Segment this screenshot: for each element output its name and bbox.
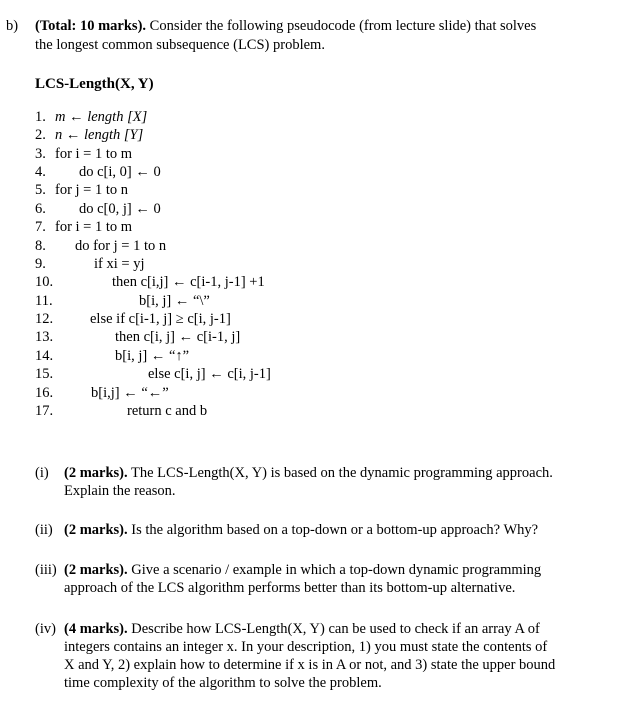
question-line	[64, 561, 541, 579]
code-line	[35, 365, 271, 383]
line-number: 12.	[35, 311, 54, 327]
question-line	[64, 521, 538, 539]
question-text: The LCS-Length(X, Y) is based on the dynamic programming approach.	[131, 465, 553, 481]
line-number: 10.	[35, 274, 54, 290]
line-number: 9.	[35, 256, 46, 272]
intro-line-2: the longest common subsequence (LCS) problem.	[35, 37, 325, 53]
question-marks: (4 marks).	[64, 621, 128, 637]
code-text: b[i,j] ← “←”	[91, 385, 169, 401]
question-line: Explain the reason.	[64, 483, 176, 499]
line-number: 17.	[35, 403, 54, 419]
total-marks: (Total: 10 marks).	[35, 18, 147, 34]
code-text: else if c[i-1, j] ≥ c[i, j-1]	[90, 311, 231, 327]
code-line	[35, 145, 132, 163]
code-line	[35, 292, 210, 310]
code-line	[35, 218, 132, 236]
code-line	[35, 163, 161, 181]
code-text: else c[i, j] ← c[i, j-1]	[148, 366, 271, 382]
intro-line-1	[35, 18, 536, 35]
question-text: Describe how LCS-Length(X, Y) can be used to check if an array A of	[131, 621, 540, 637]
line-number: 2.	[35, 127, 46, 143]
question-text: Give a scenario / example in which a top-down dynamic programming	[131, 562, 542, 578]
question-label: (i)	[35, 465, 49, 481]
question-marks: (2 marks).	[64, 465, 128, 481]
code-line	[35, 384, 169, 402]
code-line	[35, 255, 144, 273]
intro-text: Consider the following pseudocode (from lecture slide) that solves	[146, 18, 537, 34]
code-text: then c[i, j] ← c[i-1, j]	[115, 329, 241, 345]
line-number: 13.	[35, 329, 54, 345]
code-line	[35, 126, 143, 144]
code-line	[35, 273, 265, 291]
line-number: 4.	[35, 164, 46, 180]
line-number: 8.	[35, 238, 46, 254]
code-text: do c[0, j] ← 0	[79, 201, 161, 217]
line-number: 3.	[35, 146, 46, 162]
code-text: for i = 1 to m	[55, 219, 133, 235]
code-text: then c[i,j] ← c[i-1, j-1] +1	[112, 274, 265, 290]
line-number: 15.	[35, 366, 54, 382]
code-text: if xi = yj	[94, 256, 145, 272]
question-label: (iii)	[35, 562, 57, 578]
code-text: for i = 1 to m	[55, 146, 133, 162]
line-number: 14.	[35, 348, 54, 364]
question-line: time complexity of the algorithm to solve the problem.	[64, 675, 382, 691]
question-line: integers contains an integer x. In your description, 1) you must state the contents of	[64, 639, 548, 655]
question-label: (iv)	[35, 621, 56, 637]
line-number: 6.	[35, 201, 46, 217]
line-number: 16.	[35, 385, 54, 401]
code-text: m ← length [X]	[55, 109, 148, 125]
code-text: return c and b	[127, 403, 208, 419]
code-line	[35, 347, 189, 365]
code-text: for j = 1 to n	[55, 182, 129, 198]
question-label: (ii)	[35, 522, 53, 538]
code-line	[35, 200, 161, 218]
part-label: b)	[6, 18, 19, 34]
question-marks: (2 marks).	[64, 562, 128, 578]
code-line	[35, 402, 207, 420]
question-line: approach of the LCS algorithm performs better than its bottom-up alternative.	[64, 580, 516, 596]
line-number: 5.	[35, 182, 46, 198]
code-text: b[i, j] ← “\”	[139, 293, 210, 309]
code-line	[35, 310, 231, 328]
question-text: Is the algorithm based on a top-down or a bottom-up approach? Why?	[131, 522, 539, 538]
code-text: do c[i, 0] ← 0	[79, 164, 161, 180]
line-number: 7.	[35, 219, 46, 235]
code-text: b[i, j] ← “↑”	[115, 348, 190, 364]
question-line: X and Y, 2) explain how to determine if x is in A or not, and 3) state the upper bound	[64, 657, 556, 673]
code-text: n ← length [Y]	[55, 127, 144, 143]
line-number: 1.	[35, 109, 46, 125]
code-line	[35, 181, 128, 199]
question-marks: (2 marks).	[64, 522, 128, 538]
algorithm-title: LCS-Length(X, Y)	[35, 76, 154, 92]
code-line	[35, 328, 240, 346]
code-line	[35, 237, 166, 255]
code-text: do for j = 1 to n	[75, 238, 167, 254]
line-number: 11.	[35, 293, 53, 309]
question-line	[64, 464, 553, 482]
question-line	[64, 620, 540, 638]
code-line	[35, 108, 147, 126]
